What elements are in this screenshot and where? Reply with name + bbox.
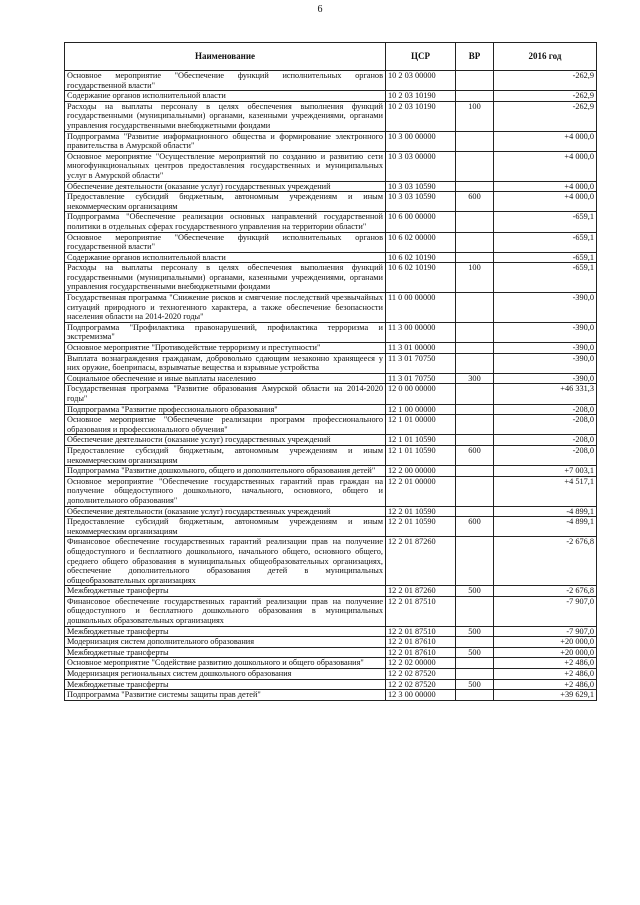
table-row (65, 647, 597, 658)
row-name-cell: Обеспечение деятельности (оказание услуг) государственных учреждений (65, 181, 386, 192)
row-csr-cell: 12 2 01 87610 (386, 637, 456, 648)
row-csr-cell: 12 1 01 10590 (386, 435, 456, 446)
row-csr-cell: 12 2 01 00000 (386, 476, 456, 506)
table-row (65, 517, 597, 537)
table-row (65, 181, 597, 192)
table-row (65, 91, 597, 102)
table-row (65, 404, 597, 415)
row-vr-cell (456, 181, 494, 192)
row-name-cell: Подпрограмма "Обеспечение реализации основных направлений государственной политики в отдельных сферах государственного управления на территории области" (65, 212, 386, 232)
row-amount-cell: +4 000,0 (494, 131, 597, 151)
row-name-cell: Предоставление субсидий бюджетным, автономным учреждениям и иным некоммерческим организациям (65, 445, 386, 465)
row-name-cell: Социальное обеспечение и иные выплаты населению (65, 373, 386, 384)
row-amount-cell: +20 000,0 (494, 637, 597, 648)
table-row (65, 151, 597, 181)
table-row (65, 466, 597, 477)
row-amount-cell: -659,1 (494, 212, 597, 232)
table-row (65, 445, 597, 465)
header-year: 2016 год (494, 43, 597, 71)
table-row (65, 373, 597, 384)
row-amount-cell: -208,0 (494, 404, 597, 415)
row-name-cell: Основное мероприятие "Обеспечение государственных гарантий прав граждан на получение общедоступного дошкольного, начального, основного, общего и дополнительного образования" (65, 476, 386, 506)
header-csr: ЦСР (386, 43, 456, 71)
table-header (65, 43, 597, 71)
row-amount-cell: +20 000,0 (494, 647, 597, 658)
row-csr-cell: 12 2 02 87520 (386, 669, 456, 680)
table-row (65, 679, 597, 690)
table-row (65, 506, 597, 517)
table-row (65, 596, 597, 626)
row-vr-cell (456, 71, 494, 91)
row-csr-cell: 10 3 03 10590 (386, 181, 456, 192)
row-csr-cell: 11 3 01 70750 (386, 353, 456, 373)
row-amount-cell: +39 629,1 (494, 690, 597, 701)
row-name-cell: Межбюджетные трансферты (65, 647, 386, 658)
row-amount-cell: -390,0 (494, 343, 597, 354)
row-amount-cell: +2 486,0 (494, 669, 597, 680)
row-csr-cell: 11 0 00 00000 (386, 293, 456, 323)
row-amount-cell: -208,0 (494, 415, 597, 435)
row-csr-cell: 10 2 03 00000 (386, 71, 456, 91)
row-amount-cell: -390,0 (494, 293, 597, 323)
table-row (65, 586, 597, 597)
row-vr-cell (456, 415, 494, 435)
row-name-cell: Основное мероприятие "Содействие развитию дошкольного и общего образования" (65, 658, 386, 669)
row-csr-cell: 10 6 00 00000 (386, 212, 456, 232)
row-name-cell: Межбюджетные трансферты (65, 586, 386, 597)
row-amount-cell: -2 676,8 (494, 586, 597, 597)
row-csr-cell: 12 2 02 00000 (386, 658, 456, 669)
row-csr-cell: 10 3 03 10590 (386, 192, 456, 212)
row-name-cell: Финансовое обеспечение государственных гарантий реализации прав на получение общедоступного и бесплатного дошкольного, начального общего, основного общего, среднего общего образования в муниципальных общеобразовательных организациях, обеспечение дополнительного образования детей в муниципальных общеобразовательных организациях (65, 537, 386, 586)
table-body (65, 71, 597, 701)
row-csr-cell: 10 3 00 00000 (386, 131, 456, 151)
row-amount-cell: +7 003,1 (494, 466, 597, 477)
table-row (65, 537, 597, 586)
row-csr-cell: 12 2 01 87260 (386, 586, 456, 597)
row-csr-cell: 10 6 02 00000 (386, 232, 456, 252)
row-csr-cell: 12 3 00 00000 (386, 690, 456, 701)
row-vr-cell: 600 (456, 192, 494, 212)
row-amount-cell: -208,0 (494, 435, 597, 446)
row-amount-cell: -4 899,1 (494, 517, 597, 537)
row-csr-cell: 12 2 01 87510 (386, 626, 456, 637)
row-vr-cell: 600 (456, 445, 494, 465)
row-amount-cell: -390,0 (494, 373, 597, 384)
table-row (65, 384, 597, 404)
row-amount-cell: -7 907,0 (494, 596, 597, 626)
row-name-cell: Основное мероприятие "Обеспечение реализации программ профессионального образования и профессионального обучения" (65, 415, 386, 435)
row-csr-cell: 12 2 00 00000 (386, 466, 456, 477)
table-row (65, 690, 597, 701)
row-amount-cell: +4 000,0 (494, 192, 597, 212)
page-number: 6 (317, 4, 323, 15)
row-csr-cell: 10 6 02 10190 (386, 263, 456, 293)
row-csr-cell: 11 3 01 70750 (386, 373, 456, 384)
table-row (65, 435, 597, 446)
row-vr-cell (456, 232, 494, 252)
table-row (65, 343, 597, 354)
row-vr-cell (456, 131, 494, 151)
row-vr-cell (456, 690, 494, 701)
row-amount-cell: -262,9 (494, 71, 597, 91)
table-row (65, 131, 597, 151)
row-vr-cell: 600 (456, 517, 494, 537)
row-vr-cell: 300 (456, 373, 494, 384)
row-amount-cell: -659,1 (494, 232, 597, 252)
row-csr-cell: 12 0 00 00000 (386, 384, 456, 404)
row-name-cell: Обеспечение деятельности (оказание услуг) государственных учреждений (65, 435, 386, 446)
table-row (65, 212, 597, 232)
row-amount-cell: -4 899,1 (494, 506, 597, 517)
row-name-cell: Модернизация систем дополнительного образования (65, 637, 386, 648)
row-vr-cell: 500 (456, 647, 494, 658)
row-amount-cell: -659,1 (494, 263, 597, 293)
table-row (65, 71, 597, 91)
row-name-cell: Основное мероприятие "Обеспечение функций исполнительных органов государственной власти" (65, 232, 386, 252)
row-name-cell: Подпрограмма "Профилактика правонарушений, профилактика терроризма и экстремизма" (65, 322, 386, 342)
row-name-cell: Предоставление субсидий бюджетным, автономным учреждениям и иным некоммерческим организациям (65, 192, 386, 212)
row-name-cell: Обеспечение деятельности (оказание услуг) государственных учреждений (65, 506, 386, 517)
row-name-cell: Межбюджетные трансферты (65, 679, 386, 690)
row-amount-cell: -2 676,8 (494, 537, 597, 586)
table-row (65, 192, 597, 212)
row-amount-cell: -390,0 (494, 322, 597, 342)
row-amount-cell: -208,0 (494, 445, 597, 465)
row-vr-cell: 100 (456, 101, 494, 131)
row-vr-cell: 100 (456, 263, 494, 293)
row-csr-cell: 12 2 01 10590 (386, 506, 456, 517)
row-name-cell: Расходы на выплаты персоналу в целях обеспечения выполнения функций государственными (муниципальными) органами, казенными учреждениями, органами управления государственными внебюджетными фондами (65, 101, 386, 131)
header-vr: ВР (456, 43, 494, 71)
row-name-cell: Основное мероприятие "Обеспечение функций исполнительных органов государственной власти" (65, 71, 386, 91)
row-name-cell: Межбюджетные трансферты (65, 626, 386, 637)
row-vr-cell (456, 466, 494, 477)
row-amount-cell: -262,9 (494, 101, 597, 131)
row-name-cell: Модернизация региональных систем дошкольного образования (65, 669, 386, 680)
row-name-cell: Подпрограмма "Развитие информационного общества и формирование электронного правительства в Амурской области" (65, 131, 386, 151)
table-row (65, 476, 597, 506)
row-name-cell: Государственная программа "Снижение рисков и смягчение последствий чрезвычайных ситуаций природного и техногенного характера, а также обеспечение безопасности населения области на 2014-2020 годы" (65, 293, 386, 323)
table-row (65, 101, 597, 131)
row-csr-cell: 10 2 03 10190 (386, 91, 456, 102)
row-vr-cell (456, 343, 494, 354)
row-csr-cell: 11 3 01 00000 (386, 343, 456, 354)
row-vr-cell (456, 384, 494, 404)
budget-table (64, 42, 597, 701)
row-vr-cell: 500 (456, 586, 494, 597)
row-csr-cell: 10 2 03 10190 (386, 101, 456, 131)
row-csr-cell: 10 3 03 00000 (386, 151, 456, 181)
row-vr-cell: 500 (456, 626, 494, 637)
row-csr-cell: 12 2 01 10590 (386, 517, 456, 537)
row-name-cell: Подпрограмма "Развитие профессионального образования" (65, 404, 386, 415)
row-name-cell: Подпрограмма "Развитие дошкольного, общего и дополнительного образования детей" (65, 466, 386, 477)
table-row (65, 232, 597, 252)
row-vr-cell (456, 476, 494, 506)
table-row (65, 626, 597, 637)
row-csr-cell: 12 2 01 87610 (386, 647, 456, 658)
row-csr-cell: 11 3 00 00000 (386, 322, 456, 342)
row-amount-cell: +46 331,3 (494, 384, 597, 404)
row-amount-cell: -659,1 (494, 252, 597, 263)
row-amount-cell: -262,9 (494, 91, 597, 102)
table-row (65, 415, 597, 435)
row-name-cell: Содержание органов исполнительной власти (65, 91, 386, 102)
row-name-cell: Подпрограмма "Развитие системы защиты прав детей" (65, 690, 386, 701)
table-row (65, 252, 597, 263)
table-row (65, 637, 597, 648)
row-amount-cell: +2 486,0 (494, 658, 597, 669)
row-csr-cell: 12 2 02 87520 (386, 679, 456, 690)
row-vr-cell: 500 (456, 679, 494, 690)
row-name-cell: Расходы на выплаты персоналу в целях обеспечения выполнения функций государственными (муниципальными) органами, казенными учреждениями, органами управления государственными внебюджетными фондами (65, 263, 386, 293)
row-vr-cell (456, 596, 494, 626)
row-amount-cell: -7 907,0 (494, 626, 597, 637)
row-amount-cell: +4 000,0 (494, 151, 597, 181)
row-vr-cell (456, 212, 494, 232)
row-name-cell: Основное мероприятие "Осуществление мероприятий по созданию и развитию сети многофункциональных центров предоставления государственных и муниципальных услуг в Амурской области" (65, 151, 386, 181)
row-vr-cell (456, 637, 494, 648)
row-csr-cell: 12 2 01 87260 (386, 537, 456, 586)
row-amount-cell: +2 486,0 (494, 679, 597, 690)
row-amount-cell: -390,0 (494, 353, 597, 373)
row-vr-cell (456, 658, 494, 669)
row-vr-cell (456, 669, 494, 680)
row-name-cell: Финансовое обеспечение государственных гарантий реализации прав на получение общедоступного и бесплатного дошкольного образования в муниципальных дошкольных образовательных организациях (65, 596, 386, 626)
table-row (65, 353, 597, 373)
row-csr-cell: 12 2 01 87510 (386, 596, 456, 626)
row-name-cell: Содержание органов исполнительной власти (65, 252, 386, 263)
row-csr-cell: 12 1 01 10590 (386, 445, 456, 465)
table-row (65, 669, 597, 680)
row-csr-cell: 12 1 00 00000 (386, 404, 456, 415)
row-vr-cell (456, 293, 494, 323)
table-row (65, 293, 597, 323)
row-csr-cell: 12 1 01 00000 (386, 415, 456, 435)
row-amount-cell: +4 000,0 (494, 181, 597, 192)
row-vr-cell (456, 252, 494, 263)
header-row (65, 43, 597, 71)
row-name-cell: Государственная программа "Развитие образования Амурской области на 2014-2020 годы" (65, 384, 386, 404)
row-vr-cell (456, 91, 494, 102)
row-name-cell: Предоставление субсидий бюджетным, автономным учреждениям и иным некоммерческим организациям (65, 517, 386, 537)
row-vr-cell (456, 322, 494, 342)
row-vr-cell (456, 151, 494, 181)
table-row (65, 322, 597, 342)
header-name: Наименование (65, 43, 386, 71)
row-name-cell: Выплата вознаграждения гражданам, добровольно сдающим незаконно хранящееся у них оружие, боеприпасы, взрывчатые вещества и взрывные устройства (65, 353, 386, 373)
row-vr-cell (456, 506, 494, 517)
row-vr-cell (456, 435, 494, 446)
row-vr-cell (456, 353, 494, 373)
row-vr-cell (456, 404, 494, 415)
row-name-cell: Основное мероприятие "Противодействие терроризму и преступности" (65, 343, 386, 354)
table-row (65, 658, 597, 669)
row-csr-cell: 10 6 02 10190 (386, 252, 456, 263)
row-vr-cell (456, 537, 494, 586)
row-amount-cell: +4 517,1 (494, 476, 597, 506)
table-row (65, 263, 597, 293)
